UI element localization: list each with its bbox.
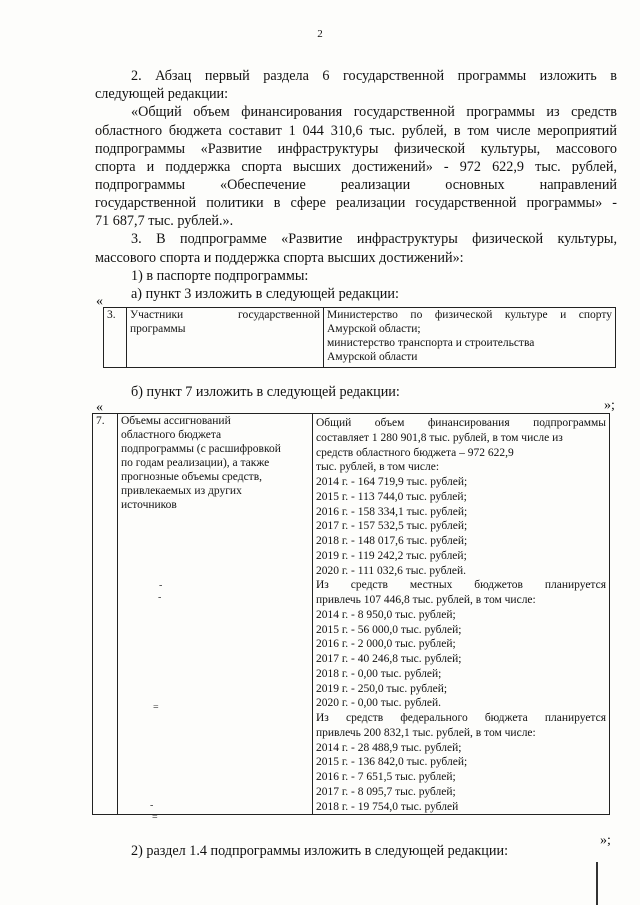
row-value-line: Министерство по физической культуре и спорту [327, 309, 612, 321]
quote-paragraph-line: «Общий объем финансирования государственной программы из средств [131, 104, 617, 120]
paragraph-2-line: следующей редакции: [95, 86, 229, 102]
row-value-line: 2014 г. - 8 950,0 тыс. рублей; [316, 608, 456, 621]
row-value-line: 2017 г. - 8 095,7 тыс. рублей; [316, 785, 456, 798]
row-label-line: Объемы ассигнований [121, 415, 231, 427]
quote-paragraph-line: областного бюджета составит 1 044 310,6 тыс. рублей, в том числе мероприятий [95, 123, 617, 139]
row-label-line: прогнозные объемы средств, [121, 471, 263, 483]
close-quote: »; [604, 398, 615, 413]
close-quote: »; [600, 833, 611, 848]
row-value [313, 414, 610, 815]
subitem-2: 2) раздел 1.4 подпрограммы изложить в следующей редакции: [131, 843, 509, 859]
row-label-line: областного бюджета [121, 429, 222, 441]
row-label [118, 414, 313, 815]
subitem-a: а) пункт 3 изложить в следующей редакции: [131, 286, 399, 302]
quote-paragraph-line: подпрограммы «Обеспечение реализации основных направлений [95, 177, 617, 193]
row-value-line: 2015 г. - 136 842,0 тыс. рублей; [316, 756, 468, 769]
row-value-line: 2020 г. - 0,00 тыс. рублей. [316, 697, 441, 710]
paragraph-3-line: массового спорта и поддержка спорта высших достижений»: [95, 250, 464, 266]
row-value-line: Из средств федерального бюджета планируется [316, 712, 606, 724]
passport-table-item-7 [92, 413, 610, 815]
scan-mark: - [159, 580, 163, 591]
row-number: 3. [104, 308, 127, 368]
row-value-line: 2018 г. - 19 754,0 тыс. рублей [316, 800, 459, 813]
row-value-line: 2018 г. - 148 017,6 тыс. рублей; [316, 535, 468, 547]
row-value-line: составляет 1 280 901,8 тыс. рублей, в том числе из [316, 431, 563, 444]
row-label-line: Участники государственной [130, 309, 320, 321]
row-value-line: 2019 г. - 119 242,2 тыс. рублей; [316, 549, 467, 562]
passport-table-item-3 [103, 307, 616, 368]
row-value-line: привлечь 107 446,8 тыс. рублей, в том числе: [316, 594, 536, 606]
row-label [127, 308, 324, 368]
scan-mark: = [152, 812, 158, 823]
row-label-line: источников [121, 499, 177, 511]
row-value-line: средств областного бюджета – 972 622,9 [316, 446, 514, 459]
row-value-line: 2014 г. - 164 719,9 тыс. рублей; [316, 476, 468, 488]
row-value-line: привлечь 200 832,1 тыс. рублей, в том числе: [316, 726, 536, 739]
row-value-line: 2016 г. - 7 651,5 тыс. рублей; [316, 771, 456, 783]
row-value-line: 2014 г. - 28 488,9 тыс. рублей; [316, 741, 462, 754]
row-value-line: Амурской области; [327, 323, 421, 335]
page-number: 2 [317, 28, 323, 40]
quote-paragraph-line: 71 687,7 тыс. рублей.». [95, 213, 234, 229]
open-quote: « [96, 294, 103, 309]
scan-mark: = [153, 702, 159, 713]
open-quote: « [96, 400, 103, 415]
subitem-b: б) пункт 7 изложить в следующей редакции: [131, 384, 400, 400]
quote-paragraph-line: государственной политики в сфере реализации государственной программы» - [95, 195, 617, 211]
scan-edge-mark [596, 862, 598, 905]
row-value-line: Общий объем финансирования подпрограммы [316, 417, 606, 429]
row-label-line: по годам реализации), а также [121, 457, 270, 469]
row-label-line: привлекаемых из других [121, 485, 242, 497]
row-value-line: 2020 г. - 111 032,6 тыс. рублей. [316, 564, 467, 577]
row-value [324, 308, 616, 368]
row-value-line: 2016 г. - 2 000,0 тыс. рублей; [316, 638, 456, 651]
quote-paragraph-line: спорта и поддержка спорта высших достижений» - 972 622,9 тыс. рублей, [95, 159, 617, 175]
scan-mark: - [150, 800, 154, 811]
row-value-line: тыс. рублей, в том числе: [316, 461, 440, 474]
row-value-line: 2015 г. - 56 000,0 тыс. рублей; [316, 623, 462, 636]
row-value-line: 2015 г. - 113 744,0 тыс. рублей; [316, 490, 467, 503]
row-label-line: подпрограммы (с расшифровкой [121, 443, 281, 455]
row-value-line: 2017 г. - 157 532,5 тыс. рублей; [316, 520, 468, 533]
row-value-line: министерство транспорта и строительства [327, 337, 535, 349]
scan-mark: - [158, 592, 162, 603]
paragraph-2-line: 2. Абзац первый раздела 6 государственной программы изложить в [131, 68, 617, 84]
row-number: 7. [93, 414, 118, 815]
paragraph-3-line: 3. В подпрограмме «Развитие инфраструктуры физической культуры, [131, 231, 617, 247]
row-value-line: Из средств местных бюджетов планируется [316, 579, 606, 592]
subitem-1: 1) в паспорте подпрограммы: [131, 268, 309, 284]
row-value-line: 2018 г. - 0,00 тыс. рублей; [316, 667, 442, 680]
row-value-line: Амурской области [327, 351, 418, 363]
quote-paragraph-line: подпрограммы «Развитие инфраструктуры физической культуры, массового [95, 141, 617, 157]
row-label-line: программы [130, 323, 186, 335]
row-value-line: 2016 г. - 158 334,1 тыс. рублей; [316, 505, 468, 518]
row-value-line: 2017 г. - 40 246,8 тыс. рублей; [316, 653, 462, 665]
row-value-line: 2019 г. - 250,0 тыс. рублей; [316, 682, 448, 695]
